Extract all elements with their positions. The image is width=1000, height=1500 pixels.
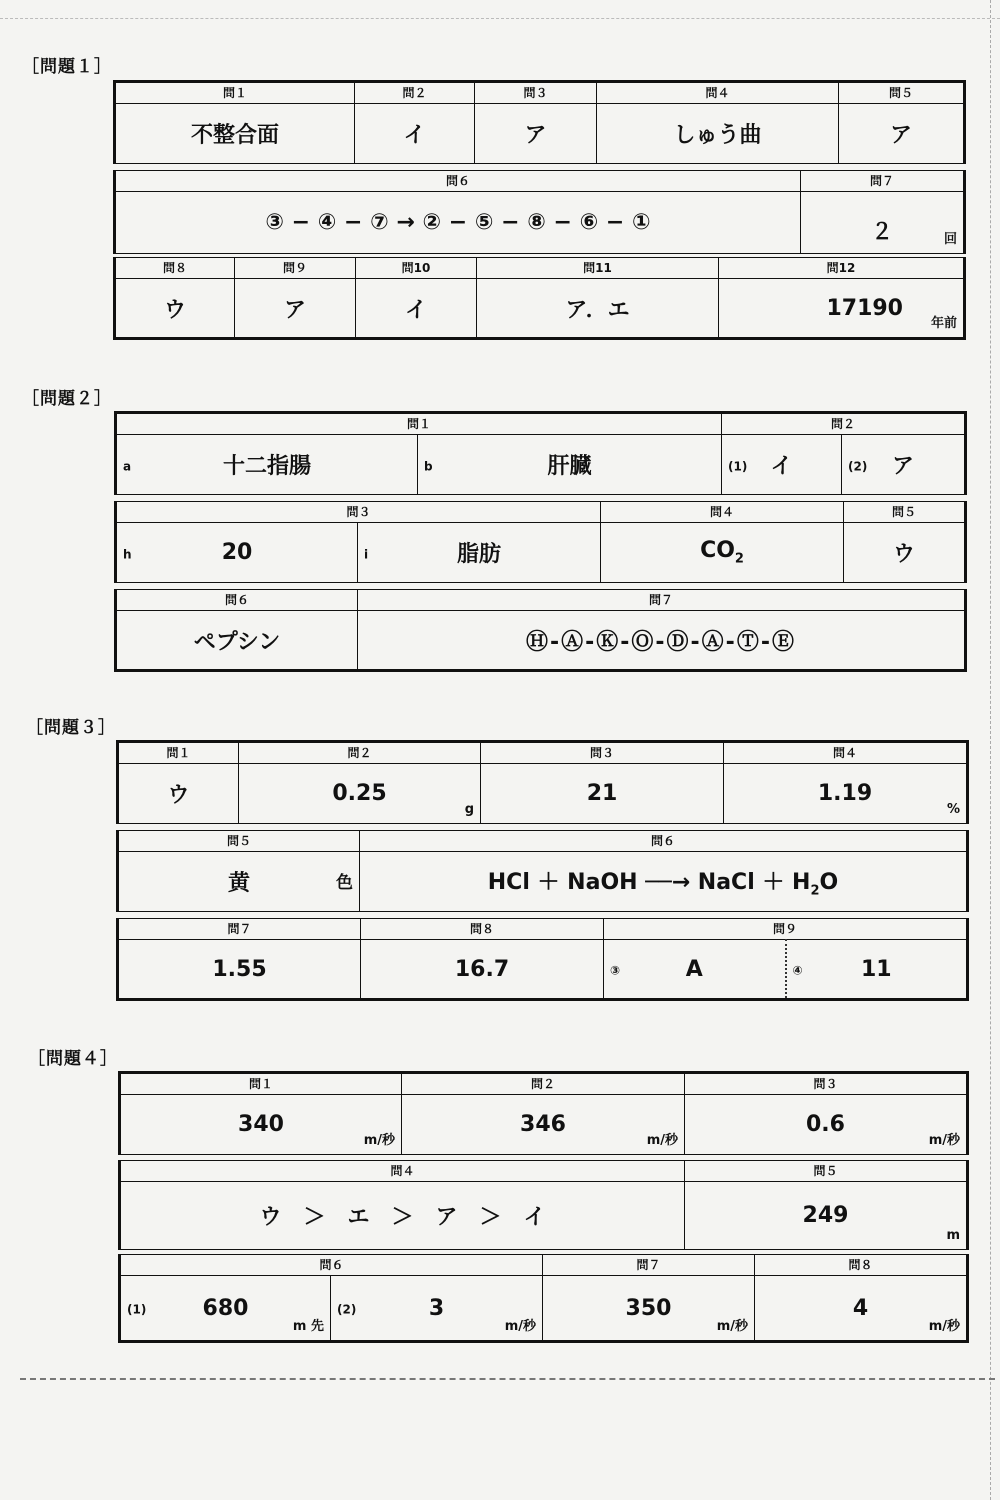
q3-5-cell [118, 852, 360, 912]
q2-7-answer: Ⓗ-Ⓐ-Ⓚ-Ⓞ-Ⓓ-Ⓐ-Ⓣ-Ⓔ [358, 611, 966, 671]
q3-7-header: 問７ [118, 919, 361, 940]
q4-3-cell [685, 1095, 968, 1155]
q3-8-answer: 16.7 [361, 940, 604, 1000]
q4-8-unit: m/秒 [928, 1319, 961, 1334]
section-2-table-row3 [114, 589, 967, 672]
q3-5-answer: 黄 [227, 871, 250, 896]
q1-6-answer: ③ − ④ − ⑦ → ② − ⑤ − ⑧ − ⑥ − ① [115, 192, 801, 254]
q2-1-header: 問１ [116, 413, 722, 435]
q4-3-answer: 0.6 [806, 1112, 845, 1137]
q2-4-cell [601, 523, 844, 583]
q1-10-header: 問10 [356, 258, 477, 279]
q3-9-header: 問９ [604, 919, 968, 940]
q1-4-answer: しゅう曲 [597, 104, 839, 164]
section-2-table [114, 411, 967, 495]
q4-6a-answer: 680 [202, 1295, 249, 1321]
q4-2-header: 問２ [402, 1073, 685, 1095]
q4-5-header: 問５ [685, 1161, 968, 1182]
q4-8-answer: 4 [852, 1295, 869, 1321]
q3-2-cell [239, 764, 481, 824]
q4-4-answer: ウ ＞ エ ＞ ア ＞ イ [120, 1182, 685, 1250]
q4-8-header: 問８ [755, 1255, 968, 1276]
q3-6-cell [360, 852, 968, 912]
q1-7-unit: 回 [943, 232, 957, 247]
q2-5-answer: ウ [844, 523, 966, 583]
q4-2-unit: m/秒 [646, 1133, 678, 1148]
q1-10-answer: イ [356, 279, 477, 339]
section-4-title: ［問題４］ [28, 1049, 118, 1069]
q3-3-answer: 21 [481, 764, 724, 824]
section-1-table-row2 [113, 170, 966, 254]
section-3-table-row2 [116, 830, 969, 912]
q3-6-equation-end: O [819, 869, 839, 895]
q3-9a-answer: A [685, 956, 703, 982]
q2-3h-cell [116, 523, 358, 583]
top-dashed-rule [0, 18, 1000, 19]
q4-4-header: 問４ [120, 1161, 685, 1182]
q2-1a-answer: 十二指腸 [222, 454, 311, 479]
q3-4-unit: % [946, 802, 960, 817]
q1-9-header: 問９ [235, 258, 356, 279]
q3-9b-prefix: ④ [792, 963, 803, 978]
q2-2b-cell [842, 435, 966, 495]
q2-4-header: 問４ [601, 502, 844, 523]
section-2-table-row2 [114, 501, 967, 583]
q4-6a-cell [120, 1276, 331, 1342]
q1-7-cell [801, 192, 965, 254]
q4-7-unit: m/秒 [716, 1319, 749, 1334]
q4-1-answer: 340 [238, 1112, 284, 1137]
q4-6b-unit: m/秒 [504, 1319, 537, 1334]
q1-6-header: 問６ [115, 171, 801, 192]
q1-9-answer: ア [235, 279, 356, 339]
q1-2-header: 問２ [355, 82, 475, 104]
q4-5-cell [685, 1182, 968, 1250]
q3-4-answer: 1.19 [817, 781, 873, 806]
q3-6-header: 問６ [360, 831, 968, 852]
q4-6b-cell [331, 1276, 543, 1342]
q4-5-unit: m [946, 1228, 960, 1243]
q1-5-answer: ア [839, 104, 965, 164]
bottom-dashed-rule [20, 1378, 995, 1380]
q1-12-header: 問12 [719, 258, 965, 279]
section-1-table-row3 [113, 257, 966, 340]
q2-2a-answer: イ [770, 454, 793, 479]
q1-4-header: 問４ [597, 82, 839, 104]
section-4-table [118, 1071, 969, 1155]
section-1-title: ［問題１］ [22, 57, 112, 77]
q3-9a-prefix: ③ [610, 963, 621, 978]
right-dashed-rule [990, 0, 991, 1500]
section-3-table [116, 740, 969, 824]
q2-1a-cell [116, 435, 418, 495]
q2-3i-cell [358, 523, 601, 583]
q3-4-header: 問４ [724, 742, 968, 764]
q2-3h-prefix: h [123, 546, 132, 561]
q2-2a-cell [722, 435, 842, 495]
q3-9b-answer: 11 [860, 956, 892, 982]
q1-7-answer: ２ [870, 220, 893, 245]
q2-1b-prefix: b [424, 458, 433, 473]
q3-5-header: 問５ [118, 831, 360, 852]
q2-4-answer: CO [700, 538, 735, 564]
q2-6-answer: ペプシン [116, 611, 358, 671]
q4-6a-prefix: (1) [127, 1302, 147, 1317]
q4-1-cell [120, 1095, 402, 1155]
q1-5-header: 問５ [839, 82, 965, 104]
q4-6a-unit: m 先 [292, 1319, 324, 1334]
q4-8-cell [755, 1276, 968, 1342]
q1-12-answer: 17190 [826, 295, 903, 321]
q4-6b-answer: 3 [428, 1295, 445, 1321]
q3-2-answer: 0.25 [332, 781, 387, 806]
q1-12-unit: 年前 [930, 316, 957, 331]
q4-7-header: 問７ [543, 1255, 755, 1276]
q3-5-unit: 色 [336, 873, 353, 893]
q4-3-unit: m/秒 [928, 1133, 960, 1148]
q3-7-answer: 1.55 [118, 940, 361, 1000]
q3-2-header: 問２ [239, 742, 481, 764]
section-2-title: ［問題２］ [22, 389, 112, 409]
q4-6b-prefix: (2) [337, 1302, 357, 1317]
section-1-table [113, 80, 966, 164]
q2-1a-prefix: a [123, 458, 132, 473]
q3-9b-cell [786, 940, 968, 1000]
q2-1b-answer: 肝臓 [547, 454, 592, 479]
q3-4-cell [724, 764, 968, 824]
q2-7-header: 問７ [358, 590, 966, 611]
q1-8-header: 問８ [115, 258, 235, 279]
q2-5-header: 問５ [844, 502, 966, 523]
q2-4-subscript: 2 [734, 551, 744, 567]
q3-2-unit: g [464, 802, 474, 817]
q3-6-subscript: 2 [810, 883, 820, 899]
section-3-table-row3 [116, 918, 969, 1001]
q1-11-header: 問11 [477, 258, 719, 279]
q2-2a-prefix: (1) [728, 458, 748, 473]
q2-2b-answer: ア [892, 454, 915, 479]
q2-3h-answer: 20 [221, 540, 253, 565]
q2-2-header: 問２ [722, 413, 966, 435]
q2-3-header: 問３ [116, 502, 601, 523]
q4-1-header: 問１ [120, 1073, 402, 1095]
section-4-table-row3 [118, 1254, 969, 1343]
q2-1b-cell [418, 435, 722, 495]
q4-7-answer: 350 [625, 1295, 672, 1321]
q1-11-answer: ア．エ [477, 279, 719, 339]
q1-2-answer: イ [355, 104, 475, 164]
q1-8-answer: ウ [115, 279, 235, 339]
q2-6-header: 問６ [116, 590, 358, 611]
q4-1-unit: m/秒 [363, 1133, 395, 1148]
q1-7-header: 問７ [801, 171, 965, 192]
q1-1-answer: 不整合面 [115, 104, 355, 164]
q4-2-answer: 346 [520, 1112, 566, 1137]
q1-3-answer: ア [475, 104, 597, 164]
q4-7-cell [543, 1276, 755, 1342]
q1-1-header: 問１ [115, 82, 355, 104]
q3-3-header: 問３ [481, 742, 724, 764]
q2-3i-answer: 脂肪 [457, 542, 502, 567]
q3-1-header: 問１ [118, 742, 239, 764]
q3-1-answer: ウ [118, 764, 239, 824]
section-3-title: ［問題３］ [26, 718, 116, 738]
q4-6-header: 問６ [120, 1255, 543, 1276]
q3-8-header: 問８ [361, 919, 604, 940]
q1-12-cell [719, 279, 965, 339]
q1-3-header: 問３ [475, 82, 597, 104]
section-4-table-row2 [118, 1160, 969, 1250]
q2-3i-prefix: i [364, 546, 369, 561]
q4-5-answer: 249 [802, 1203, 849, 1228]
q4-2-cell [402, 1095, 685, 1155]
q3-6-equation: HCl ＋ NaOH ──→ NaCl ＋ H [487, 869, 811, 895]
q3-9a-cell [604, 940, 786, 1000]
q2-2b-prefix: (2) [848, 458, 868, 473]
q4-3-header: 問３ [685, 1073, 968, 1095]
